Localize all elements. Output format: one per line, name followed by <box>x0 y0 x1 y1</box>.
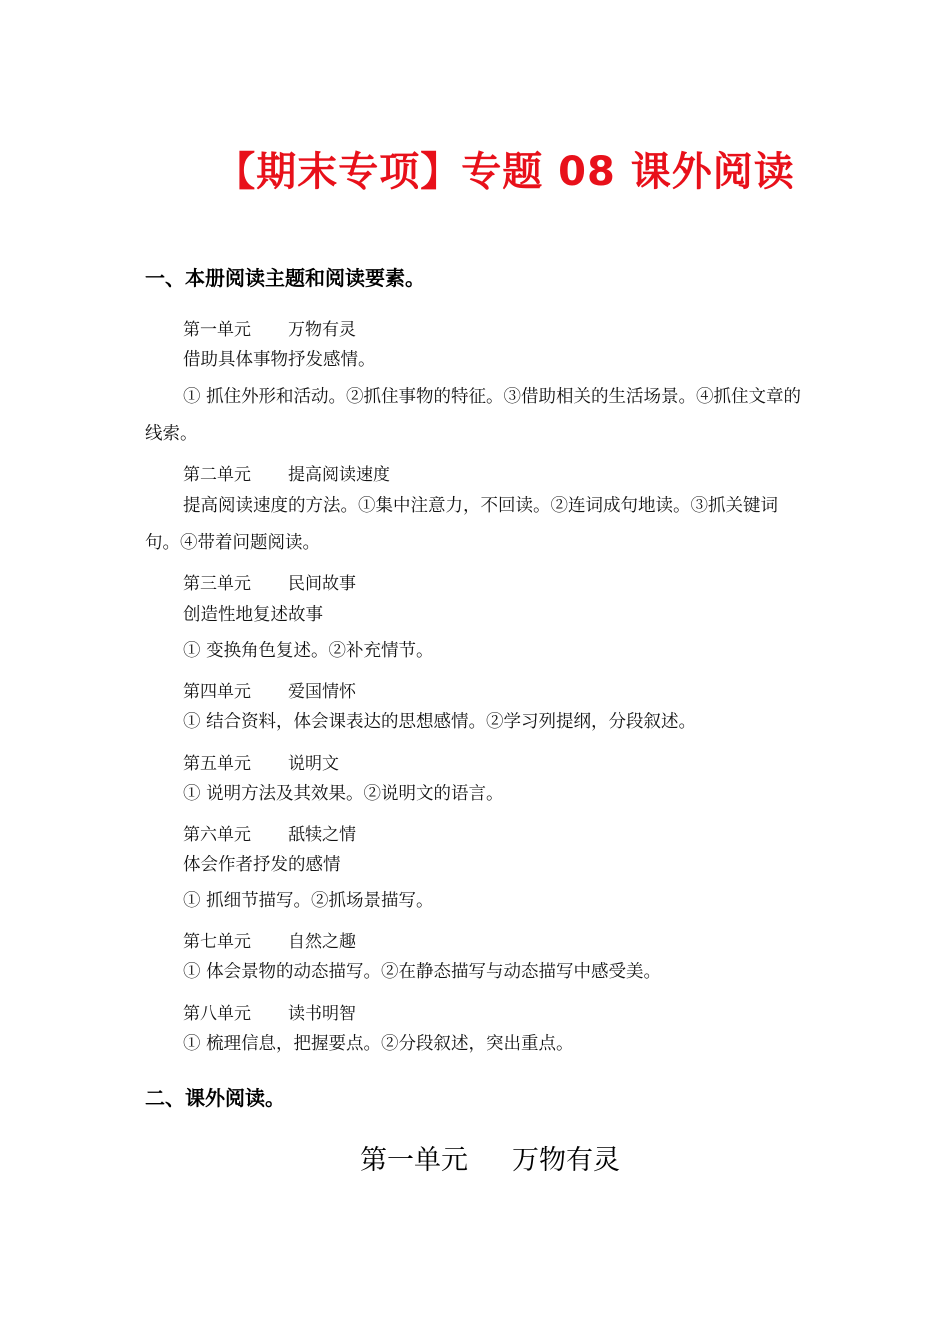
document-title: 【期末专项】专题 08 课外阅读 <box>215 149 795 195</box>
unit-number: 第一单元 <box>183 320 251 340</box>
unit-number: 第六单元 <box>183 825 251 845</box>
unit-theme: 读书明智 <box>288 1004 356 1024</box>
unit-number: 第八单元 <box>183 1004 251 1024</box>
paragraph: ① 梳理信息，把握要点。②分段叙述，突出重点。 <box>183 1034 574 1054</box>
unit-heading <box>183 999 356 1024</box>
paragraph: ① 结合资料，体会课表达的思想感情。②学习列提纲，分段叙述。 <box>183 712 697 732</box>
unit-theme: 自然之趣 <box>288 932 356 952</box>
unit-heading <box>183 315 356 340</box>
unit-title <box>0 1138 950 1177</box>
unit-heading <box>183 569 356 594</box>
unit-heading <box>183 749 339 774</box>
unit-number: 第二单元 <box>183 465 251 485</box>
unit-theme: 提高阅读速度 <box>288 465 390 485</box>
unit-theme: 万物有灵 <box>288 320 356 340</box>
unit-number: 第三单元 <box>183 574 251 594</box>
paragraph: ① 抓住外形和活动。②抓住事物的特征。③借助相关的生活场景。④抓住文章的线索。 <box>145 387 802 444</box>
section-heading-1: 一、本册阅读主题和阅读要素。 <box>145 266 425 290</box>
paragraph: 创造性地复述故事 <box>183 605 323 625</box>
unit-heading <box>183 927 356 952</box>
paragraph: ① 体会景物的动态描写。②在静态描写与动态描写中感受美。 <box>183 962 662 982</box>
unit-theme: 爱国情怀 <box>288 682 356 702</box>
paragraph: ① 变换角色复述。②补充情节。 <box>183 641 434 661</box>
section-heading-2: 二、课外阅读。 <box>145 1086 285 1110</box>
unit-number: 第一单元 <box>360 1145 468 1176</box>
paragraph: ① 抓细节描写。②抓场景描写。 <box>183 891 434 911</box>
paragraph: 体会作者抒发的感情 <box>183 855 341 875</box>
unit-heading <box>183 677 356 702</box>
paragraph: 提高阅读速度的方法。①集中注意力，不回读。②连词成句地读。③抓关键词句。④带着问题阅读。 <box>145 496 778 553</box>
unit-heading <box>183 460 390 485</box>
unit-theme: 民间故事 <box>288 574 356 594</box>
unit-theme: 舐犊之情 <box>288 825 356 845</box>
unit-theme: 万物有灵 <box>512 1145 620 1176</box>
unit-number: 第四单元 <box>183 682 251 702</box>
paragraph: ① 说明方法及其效果。②说明文的语言。 <box>183 784 504 804</box>
unit-number: 第七单元 <box>183 932 251 952</box>
unit-heading <box>183 820 356 845</box>
unit-theme: 说明文 <box>288 754 339 774</box>
unit-number: 第五单元 <box>183 754 251 774</box>
paragraph: 借助具体事物抒发感情。 <box>183 350 376 370</box>
